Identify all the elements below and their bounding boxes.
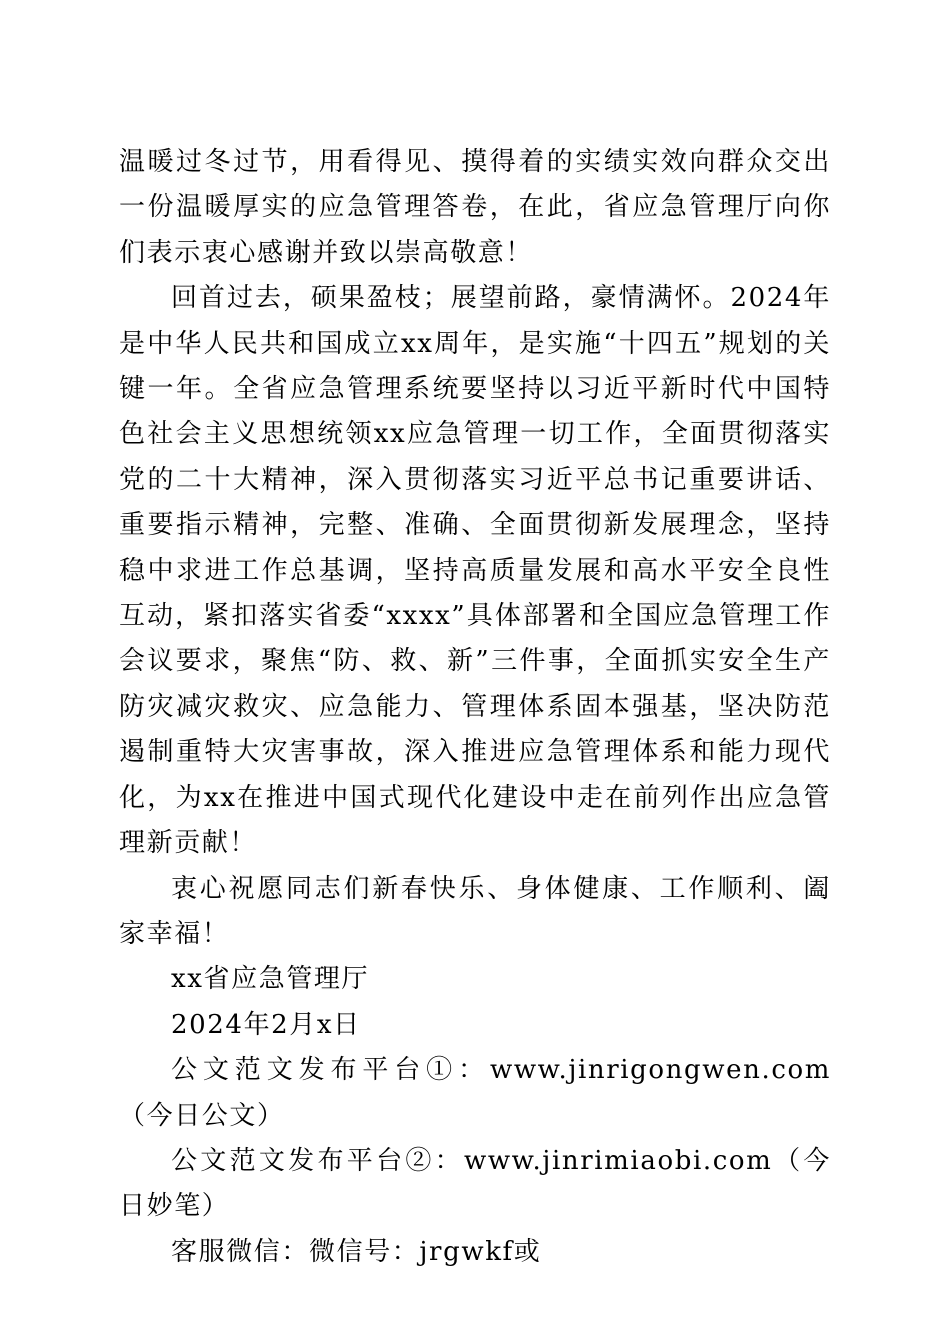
signature-date: 2024年2月x日 <box>171 1009 361 1040</box>
paragraph-review: 回首过去，硕果盈枝；展望前路，豪情满怀。2024年是中华人民共和国成立xx周年，是实施“十四五”规划的关键一年。全省应急管理系统要坚持以习近平新时代中国特色社会主义思想统领xx应急管理一切工作，全面贯彻落实党的二十大精神，深入贯彻落实习近平总书记重要讲话、重要指示精神，完整、准确、全面贯彻新发展理念，坚持稳中求进工作总基调，坚持高质量发展和高水平安全良性互动，紧扣落实省委“xxxx”具体部署和全国应急管理工作会议要求，聚焦“防、救、新”三件事，全面抓实安全生产防灾减灾救灾、应急能力、管理体系固本强基，坚决防范遏制重特大灾害事故，深入推进应急管理体系和能力现代化，为xx在推进中国式现代化建设中走在前列作出应急管理新贡献！ <box>119 283 831 859</box>
paragraph-greeting: 衷心祝愿同志们新春快乐、身体健康、工作顺利、阖家幸福！ <box>119 873 831 949</box>
signature-organization: xx省应急管理厅 <box>171 964 370 995</box>
platform-link-1: 公文范文发布平台①：www.jinrigongwen.com（今日公文） <box>119 1055 831 1131</box>
platform-link-2: 公文范文发布平台②：www.jinrimiaobi.com（今日妙笔） <box>119 1145 831 1222</box>
paragraph-continuation: 温暖过冬过节，用看得见、摸得着的实绩实效向群众交出一份温暖厚实的应急管理答卷，在此，省应急管理厅向你们表示衷心感谢并致以崇高敬意！ <box>119 147 831 268</box>
document-body <box>119 140 831 1275</box>
customer-service-wechat: 客服微信：微信号：jrgwkf或 <box>171 1236 542 1267</box>
